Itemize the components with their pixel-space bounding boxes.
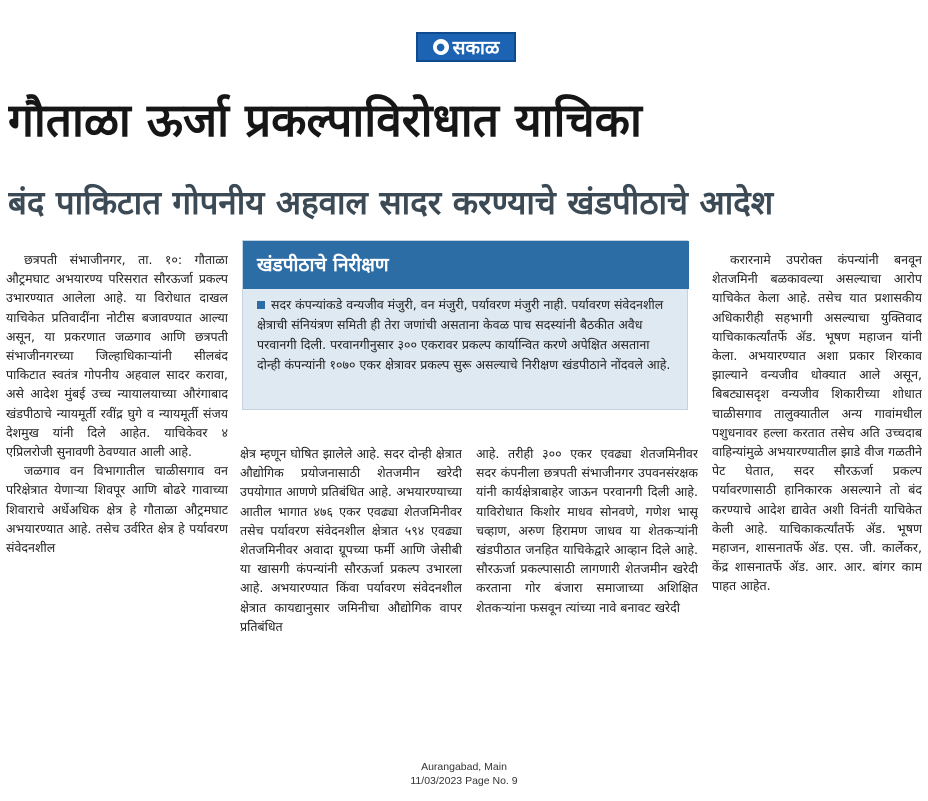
- article-column-2: [240, 444, 462, 752]
- page-footer: [300, 760, 628, 796]
- observation-box-title: खंडपीठाचे निरीक्षण: [243, 241, 689, 289]
- column-4-paragraph-1: करारनामे उपरोक्त कंपन्यांनी बनवून शेतजमिनी बळकावल्या असल्याचा आरोप याचिकेत केला आहे. तसेच यात प्रशासकीय अधिकारीही सहभागी असल्याचा युक्तिवाद याचिकाकर्त्यांतर्फे ॲड. भूषण महाजन यांनी केला. अभयारण्यात अशा प्रकार शिरकाव झाल्याने वन्यजीव धोक्यात आले असून, बिबट्यासदृश वन्यजीव शिकारीच्या शोधात चाळीसगाव तालुक्यातील अन्य गावांमधील पशुधनावर हल्ला करतात तसेच अति उच्चदाब वाहिन्यांमुळे अभयारण्यातील झाडे वीज गळतीने पेट घेतात, सदर सौरऊर्जा प्रकल्प पर्यावरणासाठी हानिकारक असल्याने तो बंद करण्याचे आदेश द्यावेत अशी विनंती याचिकेत केली आहे. याचिकाकर्त्यांतर्फे ॲड. भूषण महाजन, शासनातर्फे ॲड. एस. जी. कार्लेकर, केंद्र शासनातर्फे ॲड. आर. आर. बांगर काम पाहत आहेत.: [712, 252, 922, 594]
- article-column-1: [6, 250, 228, 752]
- newspaper-logo: [416, 32, 516, 62]
- headline: गौताळा ऊर्जा प्रकल्पाविरोधात याचिका: [8, 93, 642, 147]
- column-1-paragraph-1: छत्रपती संभाजीनगर, ता. १०: गौताळा औट्रमघाट अभयारण्य परिसरात सौरऊर्जा प्रकल्प उभारण्यात आलेला आहे. या विरोधात दाखल याचिकेत प्रतिवादींना नोटीस बजावण्यात आल्या असून, या प्रकरणात जळगाव आणि छत्रपती संभाजीनगरच्या जिल्हाधिकाऱ्यांनी सीलबंद पाकिटात स्वतंत्र गोपनीय अहवाल सादर करावा, असे आदेश मुंबई उच्च न्यायालयाच्या औरंगाबाद खंडपीठाचे न्यायमूर्ती रवींद्र घुगे व न्यायमूर्ती संजय देशमुख यांनी दिले आहेत. याचिकेवर ४ एप्रिलरोजी सुनावणी ठेवण्यात आली आहे.: [6, 252, 228, 460]
- article-column-4: [712, 250, 922, 752]
- footer-edition: Aurangabad, Main: [421, 761, 507, 773]
- column-1-paragraph-2: जळगाव वन विभागातील चाळीसगाव वन परिक्षेत्रात येणाऱ्या शिवपूर आणि बोढरे गावाच्या शिवाराचे अर्धेअधिक क्षेत्र हे गौताळा औट्रमघाट अभयारण्यात आहे. तसेच उर्वरित क्षेत्र हे पर्यावरण संवेदनशील: [6, 463, 228, 556]
- logo-text: सकाळ: [452, 37, 500, 59]
- subheadline: बंद पाकिटात गोपनीय अहवाल सादर करण्याचे खंडपीठाचे आदेश: [8, 183, 774, 222]
- logo-emblem-icon: ●: [433, 39, 449, 55]
- footer-date-page: 11/03/2023 Page No. 9: [410, 775, 518, 787]
- observation-box: [242, 240, 688, 410]
- observation-box-body: [257, 295, 675, 405]
- square-bullet-icon: [257, 301, 265, 309]
- column-2-paragraph-1: क्षेत्र म्हणून घोषित झालेले आहे. सदर दोन्ही क्षेत्रात औद्योगिक प्रयोजनासाठी शेतजमीन खरेदी उपयोगात आणणे प्रतिबंधित आहे. अभयारण्याच्या आतील भागात ४७६ एकर एवढ्या शेतजमिनीवर तसेच पर्यावरण संवेदनशील क्षेत्रात ५९४ एवढ्या शेतजमिनीवर अवादा ग्रूपच्या फर्मी आणि जेसीबी या खासगी कंपन्यांनी सौरऊर्जा प्रकल्प उभारला आहे. अभयारण्यात किंवा पर्यावरण संवेदनशील क्षेत्रात कायद्यानुसार जमिनीचा औद्योगिक वापर प्रतिबंधित: [240, 446, 462, 634]
- observation-box-text: सदर कंपन्यांकडे वन्यजीव मंजुरी, वन मंजुरी, पर्यावरण मंजुरी नाही. पर्यावरण संवेदनशील क्षेत्राची संनियंत्रण समिती ही तेरा जणांची असताना केवळ पाच सदस्यांनी बैठकीत अवैध परवानगी दिली. परवानगीनुसार ३०० एकरावर प्रकल्प कार्यान्वित करणे अपेक्षित असताना दोन्ही कंपन्यांनी १०७० एकर क्षेत्रावर प्रकल्प सुरू असल्याचे निरीक्षण खंडपीठाने नोंदवले आहे.: [257, 297, 671, 372]
- article-column-3: [476, 444, 698, 752]
- column-3-paragraph-1: आहे. तरीही ३०० एकर एवढ्या शेतजमिनीवर सदर कंपनीला छत्रपती संभाजीनगर उपवनसंरक्षक यांनी कार्यक्षेत्राबाहेर जाऊन परवानगी दिली आहे. याविरोधात किशोर माधव सोनवणे, गणेश भासू चव्हाण, अरुण हिरामण जाधव या शेतकऱ्यांनी खंडपीठात जनहित याचिकेद्वारे आव्हान दिले आहे. सौरऊर्जा प्रकल्पासाठी लागणारी शेतजमीन खरेदी करताना गोर बंजारा समाजाच्या अशिक्षित शेतकऱ्यांना फसवून त्यांच्या नावे बनावट खरेदी: [476, 446, 698, 615]
